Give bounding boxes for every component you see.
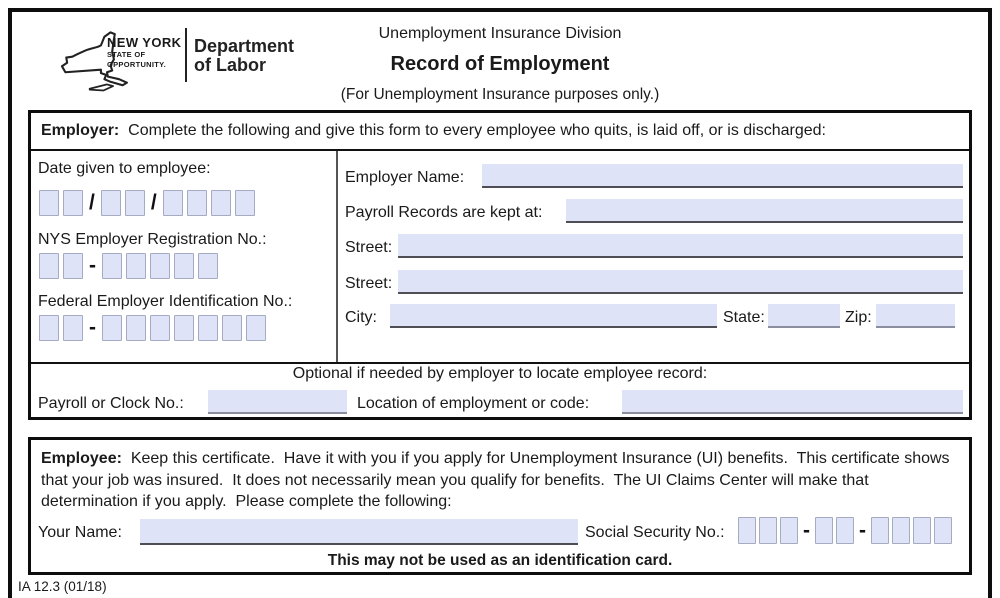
employer-heading-text: Complete the following and give this form to every employee who quits, is laid off, or is discharged: — [128, 122, 826, 139]
fein-digit-box[interactable] — [246, 315, 266, 341]
date-given-label: Date given to employee: — [38, 160, 211, 177]
separator-glyph: - — [859, 519, 866, 542]
date-digit-box[interactable] — [163, 190, 183, 216]
fein-digit-box[interactable] — [222, 315, 242, 341]
nys-reg-digit-box[interactable] — [174, 253, 194, 279]
city-field[interactable] — [390, 304, 717, 328]
employer-column-divider — [336, 151, 338, 362]
street2-label: Street: — [345, 275, 393, 292]
fein-label: Federal Employer Identification No.: — [38, 293, 293, 310]
separator-glyph: / — [150, 191, 157, 214]
nys-reg-label: NYS Employer Registration No.: — [38, 231, 267, 248]
employer-name-field[interactable] — [482, 164, 963, 188]
nys-reg-digit-box[interactable] — [198, 253, 218, 279]
date-digit-box[interactable] — [235, 190, 255, 216]
date-digit-box[interactable] — [125, 190, 145, 216]
fein-digit-box[interactable] — [39, 315, 59, 341]
street1-field[interactable] — [398, 234, 963, 258]
fein-digit-box[interactable] — [63, 315, 83, 341]
your-name-field[interactable] — [140, 519, 578, 545]
nys-reg-digit-box[interactable] — [63, 253, 83, 279]
fein-digit-box[interactable] — [102, 315, 122, 341]
date-digit-box[interactable] — [63, 190, 83, 216]
location-field[interactable] — [622, 390, 963, 414]
date-digit-box[interactable] — [101, 190, 121, 216]
ssn-digit-box[interactable] — [836, 517, 854, 544]
fein-digit-box[interactable] — [198, 315, 218, 341]
ssn-digit-box[interactable] — [913, 517, 931, 544]
fein-digit-box[interactable] — [174, 315, 194, 341]
ssn-digit-box[interactable] — [934, 517, 952, 544]
employer-section-heading — [41, 122, 826, 140]
street1-label: Street: — [345, 239, 393, 256]
nys-reg-digit-box[interactable] — [126, 253, 146, 279]
employer-heading-rule — [31, 149, 969, 151]
fein-boxes — [39, 314, 266, 341]
date-digit-box[interactable] — [211, 190, 231, 216]
employer-name-label: Employer Name: — [345, 169, 465, 186]
nys-reg-boxes — [39, 252, 218, 279]
date-digit-box[interactable] — [187, 190, 207, 216]
logo-tagline-2: OPPORTUNITY. — [107, 59, 167, 69]
separator-glyph: - — [89, 316, 96, 339]
date-digit-box[interactable] — [39, 190, 59, 216]
ssn-label: Social Security No.: — [585, 524, 725, 541]
separator-glyph: - — [89, 254, 96, 277]
ssn-digit-box[interactable] — [759, 517, 777, 544]
ssn-digit-box[interactable] — [892, 517, 910, 544]
city-label: City: — [345, 309, 377, 326]
zip-label: Zip: — [845, 309, 872, 326]
date-given-boxes — [39, 189, 255, 216]
logo-dept-line2: of Labor — [194, 55, 266, 75]
ssn-digit-box[interactable] — [780, 517, 798, 544]
location-label: Location of employment or code: — [357, 395, 590, 412]
form-title: Record of Employment — [390, 53, 610, 75]
payroll-records-label: Payroll Records are kept at: — [345, 204, 543, 221]
employee-section — [28, 437, 972, 575]
separator-glyph: - — [803, 519, 810, 542]
payroll-clock-label: Payroll or Clock No.: — [38, 395, 184, 412]
employee-heading-label: Employee: — [41, 450, 122, 467]
ssn-digit-box[interactable] — [871, 517, 889, 544]
logo-state-name: NEW YORK — [107, 35, 182, 50]
state-label: State: — [723, 309, 765, 326]
your-name-label: Your Name: — [38, 524, 122, 541]
ssn-boxes — [738, 517, 952, 544]
employee-heading-text: Keep this certificate. Have it with you if you apply for Unemployment Insurance (UI) benefits. This certificate shows that your job was insured. It does not necessarily mean you qualify for benefits. The UI Claims Center will make that determination if you apply. Please complete the following: — [41, 450, 954, 510]
ssn-digit-box[interactable] — [738, 517, 756, 544]
optional-heading: Optional if needed by employer to locate employee record: — [292, 365, 708, 382]
optional-divider-rule — [31, 362, 969, 364]
separator-glyph: / — [89, 191, 95, 214]
logo-tagline-1: STATE OF — [107, 50, 146, 59]
logo-dept-line1: Department — [194, 36, 295, 56]
fein-digit-box[interactable] — [150, 315, 170, 341]
payroll-records-field[interactable] — [566, 199, 963, 223]
employee-instructions — [41, 448, 967, 513]
id-card-note: This may not be used as an identification card. — [327, 552, 673, 569]
nys-reg-digit-box[interactable] — [150, 253, 170, 279]
payroll-clock-field[interactable] — [208, 390, 347, 414]
ssn-digit-box[interactable] — [815, 517, 833, 544]
form-subtitle: (For Unemployment Insurance purposes only.) — [340, 86, 660, 103]
nys-reg-digit-box[interactable] — [39, 253, 59, 279]
division-title: Unemployment Insurance Division — [378, 25, 622, 42]
form-number: IA 12.3 (01/18) — [18, 579, 107, 594]
employer-heading-label: Employer: — [41, 122, 120, 139]
state-field[interactable] — [768, 304, 840, 328]
fein-digit-box[interactable] — [126, 315, 146, 341]
street2-field[interactable] — [398, 270, 963, 294]
zip-field[interactable] — [876, 304, 955, 328]
nys-reg-digit-box[interactable] — [102, 253, 122, 279]
